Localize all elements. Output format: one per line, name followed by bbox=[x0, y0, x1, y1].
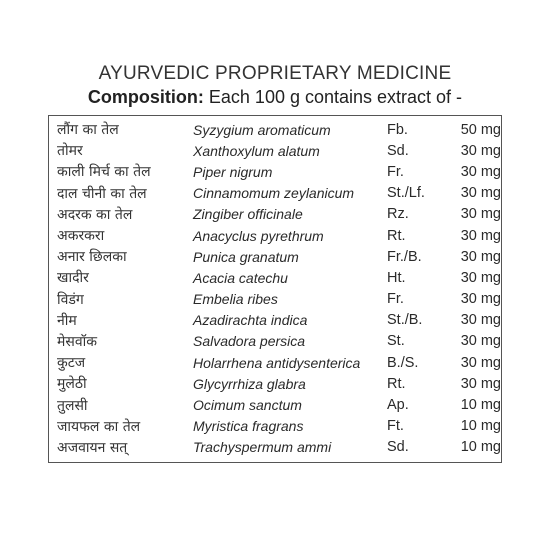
composition-description: Each 100 g contains extract of - bbox=[203, 87, 463, 107]
ingredient-row bbox=[49, 119, 501, 140]
ingredient-botanical-name: Embelia ribes bbox=[193, 291, 278, 308]
ingredient-quantity: 30 mg bbox=[460, 185, 501, 202]
ingredient-row bbox=[49, 183, 501, 204]
ingredient-quantity: 30 mg bbox=[460, 291, 501, 308]
ingredient-row bbox=[49, 140, 501, 161]
ingredient-hindi-name: अनार छिलका bbox=[57, 249, 127, 266]
ingredient-hindi-name: मेसवॉक bbox=[57, 333, 97, 350]
ingredient-plant-part: Rt. bbox=[387, 227, 406, 244]
ingredient-plant-part: Fr. bbox=[387, 163, 404, 180]
ingredient-hindi-name: जायफल का तेल bbox=[57, 418, 141, 435]
ingredient-botanical-name: Punica granatum bbox=[193, 248, 299, 265]
ingredient-plant-part: Sd. bbox=[387, 439, 409, 456]
ingredient-row bbox=[49, 437, 501, 458]
ingredient-plant-part: Sd. bbox=[387, 142, 409, 159]
ingredient-plant-part: Ap. bbox=[387, 397, 409, 414]
ingredient-quantity: 30 mg bbox=[460, 163, 501, 180]
ingredient-row bbox=[49, 225, 501, 246]
ingredient-botanical-name: Acacia catechu bbox=[193, 269, 288, 286]
composition-label bbox=[48, 62, 502, 472]
ingredient-plant-part: St./B. bbox=[387, 312, 423, 329]
ingredient-botanical-name: Anacyclus pyrethrum bbox=[193, 227, 324, 244]
ingredient-botanical-name: Salvadora persica bbox=[193, 333, 306, 350]
ingredient-hindi-name: कुटज bbox=[57, 355, 86, 372]
ingredient-quantity: 30 mg bbox=[460, 354, 501, 371]
ingredient-row bbox=[49, 373, 501, 394]
ingredient-quantity: 30 mg bbox=[460, 227, 501, 244]
ingredient-hindi-name: खादीर bbox=[57, 270, 89, 287]
ingredient-plant-part: St. bbox=[387, 333, 405, 350]
ingredient-row bbox=[49, 204, 501, 225]
ingredient-quantity: 30 mg bbox=[460, 248, 501, 265]
ingredient-quantity: 30 mg bbox=[460, 333, 501, 350]
ingredient-botanical-name: Myristica fragrans bbox=[193, 418, 304, 435]
ingredient-botanical-name: Ocimum sanctum bbox=[193, 397, 302, 414]
ingredient-botanical-name: Syzygium aromaticum bbox=[193, 121, 331, 138]
ingredient-botanical-name: Xanthoxylum alatum bbox=[193, 142, 320, 159]
ingredient-quantity: 50 mg bbox=[460, 121, 501, 138]
ingredient-hindi-name: अदरक का तेल bbox=[57, 206, 133, 223]
ingredient-row bbox=[49, 267, 501, 288]
ingredient-hindi-name: दाल चीनी का तेल bbox=[57, 185, 147, 202]
ingredient-plant-part: Ht. bbox=[387, 269, 406, 286]
ingredient-hindi-name: मुलेठी bbox=[57, 376, 87, 393]
ingredient-row bbox=[49, 331, 501, 352]
ingredient-plant-part: Rt. bbox=[387, 375, 406, 392]
ingredient-botanical-name: Trachyspermum ammi bbox=[193, 439, 332, 456]
ingredient-plant-part: Fb. bbox=[387, 121, 408, 138]
ingredient-quantity: 30 mg bbox=[460, 142, 501, 159]
ingredient-quantity: 30 mg bbox=[460, 312, 501, 329]
ingredient-botanical-name: Zingiber officinale bbox=[193, 206, 303, 223]
ingredient-row bbox=[49, 246, 501, 267]
composition-label-text: Composition: bbox=[87, 87, 204, 107]
ingredient-quantity: 10 mg bbox=[460, 418, 501, 435]
ingredient-hindi-name: नीम bbox=[57, 312, 77, 329]
ingredient-plant-part: Fr. bbox=[387, 291, 404, 308]
ingredient-quantity: 10 mg bbox=[460, 439, 501, 456]
ingredients-table bbox=[48, 115, 502, 463]
ingredient-row bbox=[49, 310, 501, 331]
ingredient-quantity: 30 mg bbox=[460, 375, 501, 392]
ingredient-plant-part: B./S. bbox=[387, 354, 419, 371]
ingredient-hindi-name: अकरकरा bbox=[57, 228, 105, 245]
ingredient-botanical-name: Cinnamomum zeylanicum bbox=[193, 185, 355, 202]
ingredient-quantity: 30 mg bbox=[460, 206, 501, 223]
ingredient-plant-part: Rz. bbox=[387, 206, 409, 223]
ingredient-quantity: 10 mg bbox=[460, 397, 501, 414]
ingredient-hindi-name: विडंग bbox=[57, 291, 84, 308]
ingredient-row bbox=[49, 416, 501, 437]
ingredient-plant-part: Ft. bbox=[387, 418, 404, 435]
ingredient-hindi-name: तुलसी bbox=[57, 397, 88, 414]
ingredient-quantity: 30 mg bbox=[460, 269, 501, 286]
ingredient-botanical-name: Holarrhena antidysenterica bbox=[193, 354, 361, 371]
ingredient-row bbox=[49, 352, 501, 373]
ingredient-botanical-name: Azadirachta indica bbox=[193, 312, 308, 329]
ingredient-row bbox=[49, 394, 501, 415]
ingredient-plant-part: St./Lf. bbox=[387, 185, 425, 202]
ingredient-botanical-name: Glycyrrhiza glabra bbox=[193, 375, 306, 392]
ingredient-row bbox=[49, 289, 501, 310]
ingredient-hindi-name: तोमर bbox=[57, 143, 83, 160]
ingredient-hindi-name: अजवायन सत् bbox=[57, 439, 128, 456]
page-title: AYURVEDIC PROPRIETARY MEDICINE bbox=[98, 63, 452, 84]
ingredient-row bbox=[49, 161, 501, 182]
composition-heading bbox=[48, 86, 502, 108]
ingredient-botanical-name: Piper nigrum bbox=[193, 163, 273, 180]
ingredient-hindi-name: लौंग का तेल bbox=[57, 122, 119, 139]
ingredient-hindi-name: काली मिर्च का तेल bbox=[57, 164, 151, 181]
ingredient-plant-part: Fr./B. bbox=[387, 248, 422, 265]
